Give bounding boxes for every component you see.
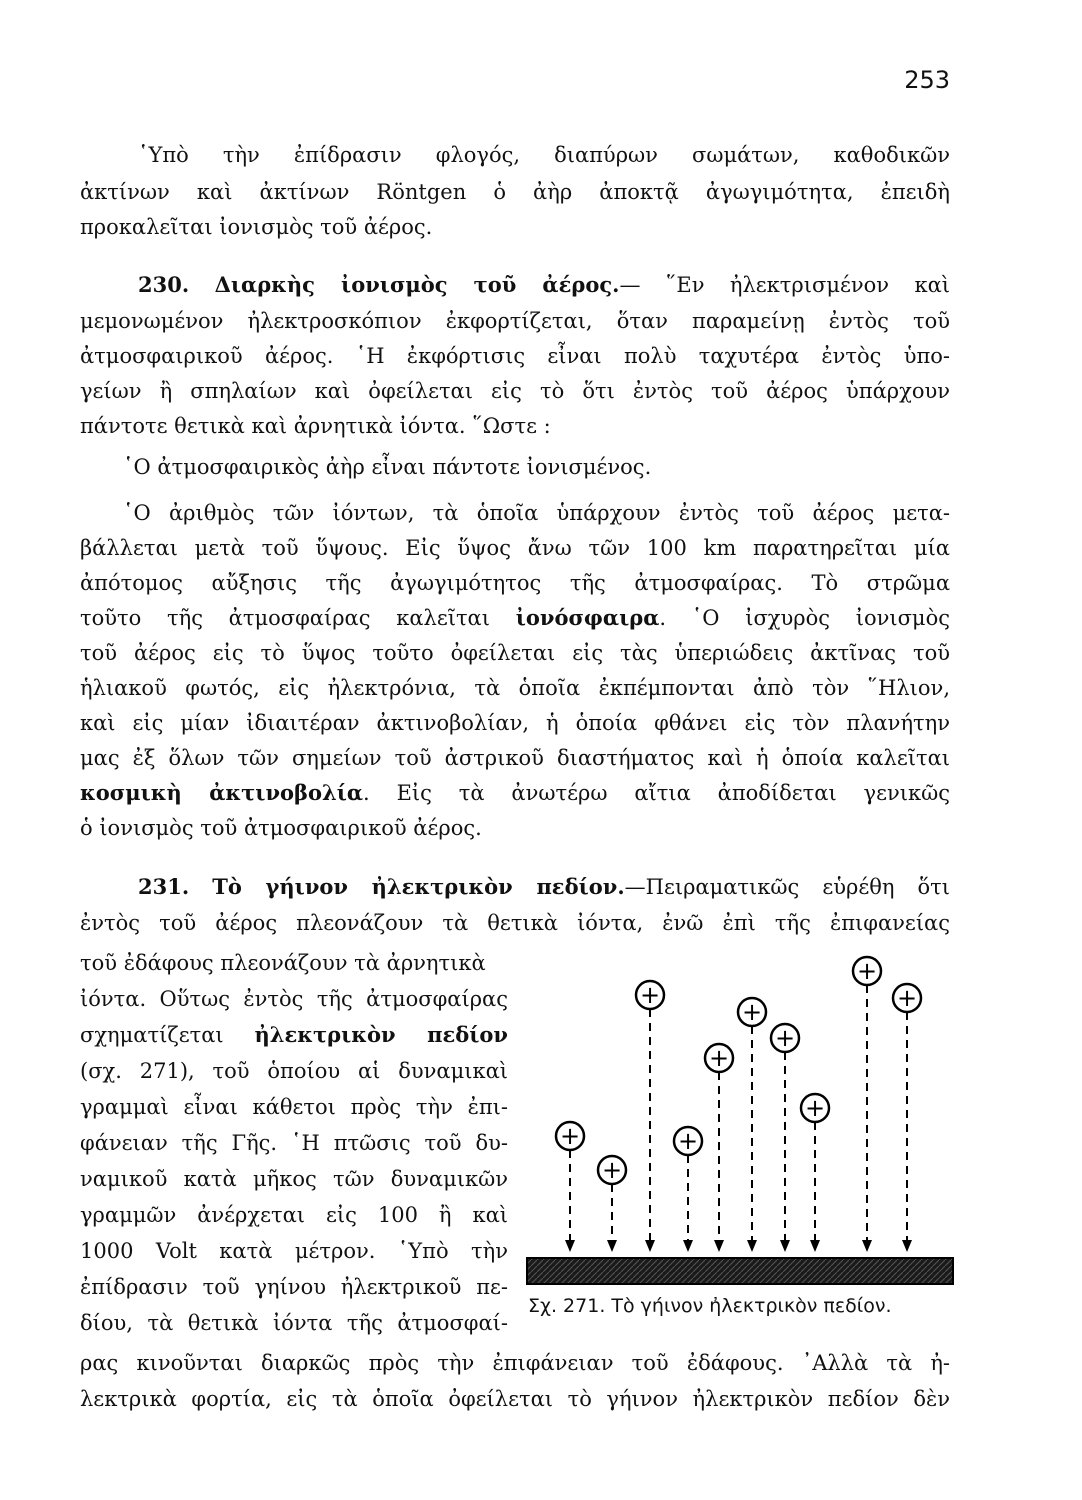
para2-line-7: καὶ εἰς μίαν ἰδιαιτέραν ἀκτινοβολίαν, ἡ ὁποία φθάνει εἰς τὸν πλανήτην — [80, 711, 950, 735]
para2-line-9 — [80, 776, 950, 810]
field-arrow — [607, 1240, 617, 1252]
para2-line-9-post: . Εἰς τὰ ἀνωτέρω αἴτια ἀποδίδεται γενικῶς — [363, 781, 950, 805]
wrap-line: τοῦ ἐδάφους πλεονάζουν τὰ ἀρνητικὰ — [80, 951, 486, 975]
section-230-heading-line — [138, 268, 950, 302]
wrap-line: δίου, τὰ θετικὰ ἰόντα τῆς ἀτμοσφαί- — [80, 1311, 508, 1335]
field-arrow — [645, 1240, 655, 1252]
positive-ion-sign: + — [856, 957, 878, 985]
field-arrow — [810, 1240, 820, 1252]
para2-line-4-post: . ῾Ο ἰσχυρὸς ἰονισμὸς — [659, 606, 950, 630]
section-231-title: Τὸ γήινον ἠλεκτρικὸν πεδίον. — [212, 874, 625, 899]
section-230-first-line-rest: — ῞Εν ἠλεκτρισμένον καὶ — [619, 273, 950, 297]
wrap-line-3-pre: σχηματίζεται — [80, 1023, 224, 1047]
field-arrow — [862, 1240, 872, 1252]
field-arrow — [747, 1240, 757, 1252]
section-230-line: μεμονωμένον ἠλεκτροσκόπιον ἐκφορτίζεται, ὅταν παραμείνῃ ἐντὸς τοῦ — [80, 309, 950, 333]
para2-line-6: ἡλιακοῦ φωτός, εἰς ἠλεκτρόνια, τὰ ὁποῖα ἐκπέμπονται ἀπὸ τὸν ῞Ηλιον, — [80, 676, 950, 700]
section-230-line: γείων ἢ σπηλαίων καὶ ὀφείλεται εἰς τὸ ὅτι ἐντὸς τοῦ ἀέρος ὑπάρχουν — [80, 379, 950, 403]
para2-line-2: βάλλεται μετὰ τοῦ ὕψους. Εἰς ὕψος ἄνω τῶν 100 km παρατηρεῖται μία — [80, 536, 950, 560]
figure-271 — [525, 948, 955, 1313]
para2-line-5: τοῦ ἀέρος εἰς τὸ ὕψος τοῦτο ὀφείλεται εἰς τὰς ὑπεριώδεις ἀκτῖνας τοῦ — [80, 641, 950, 665]
section-230-line: πάντοτε θετικὰ καὶ ἀρνητικὰ ἰόντα. ῞Ωστε : — [80, 414, 551, 438]
intro-line-3: προκαλεῖται ἰονισμὸς τοῦ ἀέρος. — [80, 215, 433, 239]
intro-line-2: ἀκτίνων καὶ ἀκτίνων Röntgen ὁ ἀὴρ ἀποκτᾷ ἀγωγιμότητα, ἐπειδὴ — [80, 180, 950, 204]
page-number: 253 — [904, 66, 950, 94]
para2-line-1: ῾Ο ἀριθμὸς τῶν ἰόντων, τὰ ὁποῖα ὑπάρχουν ἐντὸς τοῦ ἀέρος μετα- — [123, 501, 950, 525]
ground-surface — [527, 1258, 953, 1284]
section-230-conclusion: ῾Ο ἀτμοσφαιρικὸς ἀὴρ εἶναι πάντοτε ἰονισμένος. — [123, 455, 652, 479]
section-230-number: 230. — [138, 272, 190, 297]
wrap-line: ναμικοῦ κατὰ μῆκος τῶν δυναμικῶν — [80, 1167, 508, 1191]
cosmic-radiation-term: κοσμικὴ ἀκτινοβολία — [80, 780, 364, 805]
para2-line-4-pre: τοῦτο τῆς ἀτμοσφαίρας καλεῖται — [80, 606, 490, 630]
wrap-line: (σχ. 271), τοῦ ὁποίου αἱ δυναμικαὶ — [80, 1059, 508, 1083]
electric-field-term: ἠλεκτρικὸν πεδίον — [254, 1022, 508, 1047]
intro-line-1: ῾Υπὸ τὴν ἐπίδρασιν φλογός, διαπύρων σωμάτων, καθοδικῶν — [138, 143, 950, 167]
field-arrow — [683, 1240, 693, 1252]
wrap-line: γραμμαὶ εἶναι κάθετοι πρὸς τὴν ἐπι- — [80, 1095, 508, 1119]
positive-ion-sign: + — [804, 1094, 826, 1122]
ionosphere-term: ἰονόσφαιρα — [515, 605, 660, 630]
section-231-line-2: ἐντὸς τοῦ ἀέρος πλεονάζουν τὰ θετικὰ ἰόντα, ἐνῶ ἐπὶ τῆς ἐπιφανείας — [80, 911, 950, 935]
para2-line-4 — [80, 601, 950, 635]
section-231-first-line-rest: —Πειραματικῶς εὑρέθη ὅτι — [624, 875, 950, 899]
positive-ion-sign: + — [559, 1122, 581, 1150]
positive-ion-sign: + — [677, 1127, 699, 1155]
section-231-number: 231. — [138, 874, 190, 899]
section-230-line: ἀτμοσφαιρικοῦ ἀέρος. ῾Η ἐκφόρτισις εἶναι πολὺ ταχυτέρα ἐντὸς ὑπο- — [80, 344, 950, 368]
positive-ion-sign: + — [896, 984, 918, 1012]
figure-caption: Σχ. 271. Τὸ γήινον ἠλεκτρικὸν πεδίον. — [528, 1295, 892, 1317]
wrap-line: γραμμῶν ἀνέρχεται εἰς 100 ἢ καὶ — [80, 1203, 508, 1227]
final-line: λεκτρικὰ φορτία, εἰς τὰ ὁποῖα ὀφείλεται τὸ γήινον ἠλεκτρικὸν πεδίον δὲν — [80, 1387, 950, 1411]
wrap-line: ἰόντα. Οὕτως ἐντὸς τῆς ἀτμοσφαίρας — [80, 987, 508, 1011]
field-arrow — [714, 1240, 724, 1252]
wrap-line: 1000 Volt κατὰ μέτρον. ῾Υπὸ τὴν — [80, 1239, 508, 1263]
para2-line-3: ἀπότομος αὔξησις τῆς ἀγωγιμότητος τῆς ἀτμοσφαίρας. Τὸ στρῶμα — [80, 571, 950, 595]
positive-ion-sign: + — [774, 1024, 796, 1052]
wrap-line: φάνειαν τῆς Γῆς. ῾Η πτῶσις τοῦ δυ- — [80, 1131, 508, 1155]
wrap-line-3 — [80, 1018, 508, 1052]
section-231-heading-line — [138, 870, 950, 904]
section-230-title: Διαρκὴς ἰονισμὸς τοῦ ἀέρος. — [214, 272, 620, 297]
positive-ion-sign: + — [708, 1044, 730, 1072]
positive-ion-sign: + — [741, 998, 763, 1026]
field-arrow — [902, 1240, 912, 1252]
final-line: ρας κινοῦνται διαρκῶς πρὸς τὴν ἐπιφάνειαν τοῦ ἐδάφους. ᾿Αλλὰ τὰ ἠ- — [80, 1351, 950, 1375]
field-arrow — [780, 1240, 790, 1252]
positive-ion-sign: + — [601, 1156, 623, 1184]
field-arrow — [565, 1240, 575, 1252]
para2-line-8: μας ἐξ ὅλων τῶν σημείων τοῦ ἀστρικοῦ διαστήματος καὶ ἡ ὁποία καλεῖται — [80, 746, 950, 770]
para2-line-10: ὁ ἰονισμὸς τοῦ ἀτμοσφαιρικοῦ ἀέρος. — [80, 816, 482, 840]
positive-ion-sign: + — [639, 981, 661, 1009]
wrap-line: ἐπίδρασιν τοῦ γηίνου ἠλεκτρικοῦ πε- — [80, 1275, 508, 1299]
